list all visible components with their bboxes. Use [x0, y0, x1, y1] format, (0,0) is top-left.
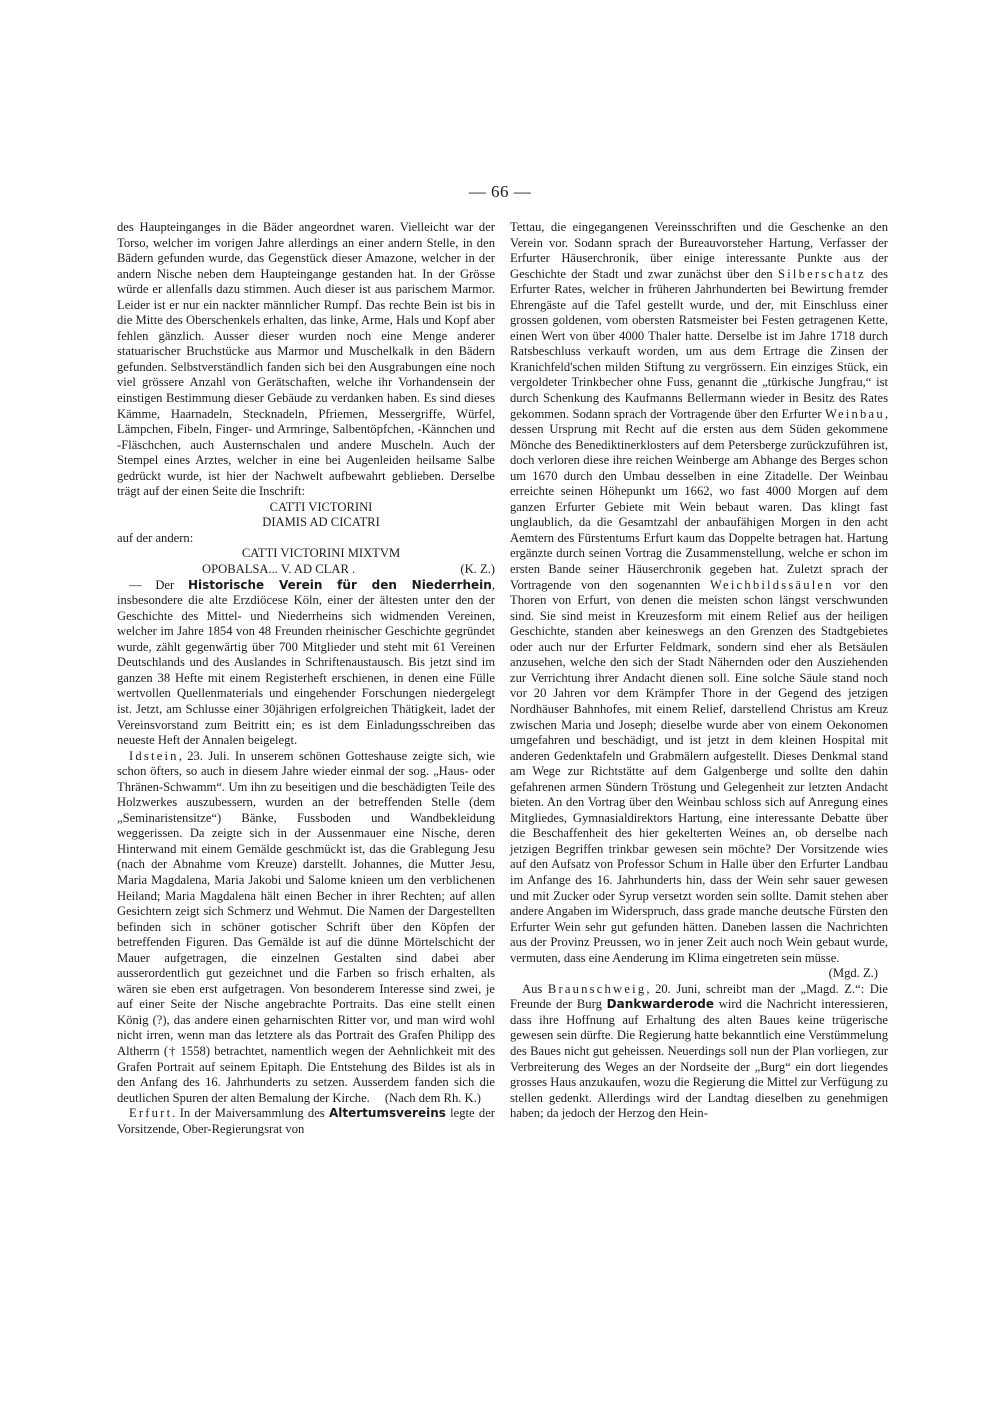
- right-column: [510, 220, 888, 1122]
- inscription-line: CATTI VICTORINI MIXTVM: [241, 546, 401, 561]
- society-name: Altertumsvereins: [328, 1106, 446, 1121]
- page-number: — 66 —: [468, 182, 532, 201]
- paragraph-braunschweig: [510, 982, 888, 1122]
- emphasized-term: Weichbildssäulen: [709, 577, 834, 592]
- inscription-line: OPOBALSA... V. AD CLAR .: [202, 562, 356, 577]
- castle-name: Dankwarderode: [606, 997, 714, 1012]
- paragraph-text: . In der Maiversammlung des: [172, 1106, 329, 1121]
- paragraph-idstein: [117, 749, 495, 1107]
- source-citation: (K. Z.): [460, 562, 495, 577]
- paragraph-torso: des Haupteinganges in die Bäder angeordnet waren. Vielleicht war der Torso, welcher im vorigen Jahre allerdings an einer andern Stelle, in den Bädern gefunden wurde, das Gegenstück dieser Amazone, welcher in der andern Nische neben dem Haupteingange gestanden hat. In der Grösse würde er allenfalls dazu stimmen. Auch dieser ist aus parischem Marmor. Leider ist er nur ein nackter männlicher Rumpf. Das rechte Bein ist bis in die Mitte des Oberschenkels erhalten, das linke, Arme, Hals und Kopf aber fehlen gänzlich. Ausser dieser wurden noch eine Menge anderer statuarischer Bruchstücke aus Marmor und Muschelkalk in den Bädern gefunden. Selbstverständlich fanden sich bei den Ausgrabungen eine noch viel grössere Anzahl von Gerätschaften, welche ihr Vorhandensein der einstigen Bestimmung dieser Gebäude zu verdanken haben. Es sind dieses Kämme, Haarnadeln, Stecknadeln, Pfriemen, Messergriffe, Würfel, Lämpchen, Fibeln, Finger- und Armringe, Salbentöpfchen, -Kännchen und -Fläschchen, auch Austernschalen und andere Muscheln. Auch der Stempel eines Arztes, welcher in eine bei Augenleiden heilsame Salbe gedrückt wurde, ist hier der Nachwelt aufbewahrt geblieben. Derselbe trägt auf der einen Seite die Inschrift:: [117, 220, 495, 499]
- paragraph-historischer-verein: [117, 578, 495, 749]
- paragraph-text: , 20. Juni, schreibt man der „Magd. Z.“: Die Freunde der Burg: [510, 981, 888, 1012]
- paragraph-text: legte der Vorsitzende, Ober-Regierungsrat von: [117, 1106, 495, 1136]
- paragraph-erfurt: [117, 1106, 495, 1137]
- society-name: Historische Verein für den Niederrhein: [187, 577, 492, 592]
- left-column: [117, 220, 495, 1137]
- paragraph-other-side: auf der andern:: [117, 530, 194, 545]
- paragraph-text: Aus: [522, 981, 548, 996]
- paragraph-text: , 23. Juli. In unserem schönen Gotteshause zeigte sich, wie schon öfters, so auch in diesem Jahre wieder einmal der sog. „Haus- oder Thränen-Schwamm“. Um ihn zu beseitigen und die beschädigten Teile des Holzwerkes auszubessern, wurden an der betreffenden Stelle (dem „Seminaristensitze“) Bänke, Fussboden und Wandbekleidung weggerissen. Da zeigte sich in der Aussenmauer eine Nische, deren Hinterwand mit einem Gemälde geschmückt ist, das die Grablegung Jesu (nach der Abnahme vom Kreuze) darstellt. Johannes, die Mutter Jesu, Maria Magdalena, Maria Jakobi und Salome knieen um den verblichenen Heiland; Maria Magdalena hält einen Becher in ihrer Rechten; auf allen Gesichtern zeigt sich Schmerz und Wehmut. Die Namen der Dargestellten befinden sich in schöner gotischer Schrift über den Köpfen der betreffenden Figuren. Das Gemälde ist auf die dünne Mörtelschicht der Mauer aufgetragen, die einzelnen Gestalten sind dabei aber ausserordentlich gut gezeichnet und die Farben so frisch erhalten, als wären sie eben erst aufgetragen. Von besonderem Interesse sind zwei, je auf einer Seite der Nische angebrachte Portraits. Das eine stellt einen König (?), das andere einen geharnischten Ritter vor, und man wird wohl nicht irren, wenn man das letztere als das Portrait des Grafen Philipp des Altherrn († 1558) betrachtet, namentlich wegen der Aehnlichkeit mit des Grafen Portrait auf seinem Epitaph. Die Entstehung des Bildes ist als in den Anfang des 16. Jahrhunderts zu setzen. Ausserdem fanden sich die deutlichen Spuren der alten Bemalung der Kirche.: [117, 748, 495, 1105]
- place-name: Braunschweig: [547, 981, 647, 996]
- source-citation: (Mgd. Z.): [828, 966, 878, 981]
- paragraph-text: vor den Thoren von Erfurt, von denen die meisten schon längst verschwunden sind. Sie sind meist in Kreuzesform mit einem Relief aus der heiligen Geschichte, standen aber keineswegs an den Grenzen des Stadtgebietes oder auch nur der Erfurter Feldmark, sondern sind eher als Betsäulen anzusehen, welche den sich der Stadt Nähernden oder den Ausziehenden zur Verrichtung ihrer Andacht dienen soll. Eine solche Säule stand noch vor 20 Jahren vor dem Krämpfer Thore in der Gegend des jetzigen Nordhäuser Bahnhofes, mit einem Relief, darstellend Christus am Kreuz zwischen Maria und Joseph; dieselbe wurde aber von einem Oekonomen umgefahren und beschädigt, und ist jetzt in dem kleinen Hospital mit anderen Gedenktafeln und Grabmälern aufgestellt. Dieses Denkmal stand am Wege zur Richtstätte auf dem Galgenberge und sollte den dahin gefahrenen armen Sündern Tröstung und Gelegenheit zur letzten Andacht bieten. An den Vortrag über den Weinbau schloss sich auf Anregung eines Mitgliedes, Gymnasialdirektors Hartung, eine interessante Debatte über die Beschaffenheit des hier gekelterten Weines an, ob derselbe nach jetzigen Begriffen trinkbar gewesen sein möchte? Der Vorsitzende wies auf den Aufsatz von Professor Schum in Halle über den Erfurter Landbau im Anfange des 16. Jahrhunderts hin, dass der Wein sehr sauer gewesen und mit Zucker oder Syrup versetzt worden sein sollte. Damit stehen aber andere Angaben im Widerspruch, dass grade manche deutsche Fürsten den Erfurter Wein sehr gut gefunden hätten. Daneben lassen die Nachrichten aus der Provinz Preussen, wo in jener Zeit auch noch Wein gebaut wurde, vermuten, dass eine Aenderung im Klima eingetreten sein müsse.: [510, 577, 888, 965]
- paragraph-text: , insbesondere die alte Erzdiöcese Köln, einer der ältesten unter den der Geschichte des Mittel- und Niederrheins sich widmenden Vereinen, welcher im Jahre 1854 von 48 Freunden rheinischer Geschichte gegründet wurde, zählt gegenwärtig über 700 Mitglieder und steht mit 61 Vereinen Deutschlands und des Auslandes in Schriftenaustausch. Bis jetzt sind im ganzen 38 Hefte mit einem Registerheft erschienen, in denen eine Fülle wertvollen Quellenmaterials und eingehender Forschungen niedergelegt ist. Jetzt, am Schlusse einer 30jährigen erfolgreichen Thätigkeit, ladet der Vereinsvorstand zum Beitritt ein; es ist dem Einladungsschreiben das neueste Heft der Annalen beigelegt.: [117, 577, 495, 748]
- emphasized-term: Silberschatz: [778, 266, 866, 281]
- paragraph-text: des Erfurter Rates, welcher in früheren Jahrhunderten bei Bewirtung fremder Ehrengäste auf die Tafel gestellt wurde, und der, mit Einschluss einer grossen goldenen, vom obersten Ratsmeister bei Festen getragenen Kette, einen Wert von über 4000 Thaler hatte. Derselbe ist im Jahre 1718 durch Ratsbeschluss verkauft worden, um aus dem Ertrage die Zinsen der Kranichfeld'schen milden Stiftung zu vergrössern. Ein einziges Stück, ein vergoldeter Trinkbecher ohne Fuss, genannt die „türkische Jungfrau,“ ist durch Schenkung des Kaufmanns Bellermann wieder in Besitz des Rates gekommen. Sodann sprach der Vortragende über den Erfurter: [510, 266, 889, 421]
- paragraph-text: Tettau, die eingegangenen Vereinsschriften und die Geschenke an den Verein vor. Sodann sprach der Bureauvorsteher Hartung, Verfasser der Erfurter Häuserchronik, über einige interessante Punkte aus der Geschichte der Stadt und zwar zunächst über den: [510, 220, 888, 281]
- paragraph-text: wird die Nachricht interessieren, dass ihre Hoffnung auf Erhaltung des alten Baues keine trügerische gewesen sein dürfte. Die Regierung hatte bekanntlich eine Verstümmelung des Baues nicht gut geheissen. Neuerdings soll nun der Plan vorliegen, zur Verbreiterung des Weges an der Nordseite der „Burg“ ein dort liegendes grosses Haus anzukaufen, wozu die Regierung die Mittel zur Verfügung zu stellen gedenkt. Allerdings wird der Landtag dieselben zu genehmigen haben; da jedoch der Herzog den Hein-: [510, 997, 888, 1121]
- inscription-line: CATTI VICTORINI: [269, 499, 373, 514]
- place-name: Erfurt: [129, 1106, 173, 1121]
- inscription-line-with-source: [117, 562, 495, 578]
- source-citation: (Nach dem Rh. K.): [384, 1090, 481, 1105]
- place-name: Idstein: [129, 748, 179, 763]
- paragraph-text: , dessen Ursprung mit Recht auf die ersten aus dem Süden gekommene Mönche des Benediktinerklosters auf dem Petersberge zurückzuführen ist, doch verloren diese ihre reichen Weinberge am Abhange des Berges schon um 1670 durch den Umbau desselben in eine Zitadelle. Der Weinbau erreichte seinen Höhepunkt um 1662, wo fast 4000 Morgen auf dem ganzen Erfurter Gebiete mit Wein bebaut waren. Das klingt fast unglaublich, da die Gesamtzahl der anbaufähigen Morgen in den acht Aemtern des Fürstentums Erfurt kaum das Doppelte betragen hat. Hartung ergänzte durch seinen Vortrag die Zusammenstellung, welche er schon im ersten Bande seiner Häuserchronik gegeben hat. Zuletzt sprach der Vortragende von den sogenannten: [510, 406, 888, 592]
- emphasized-term: Weinbau: [824, 406, 885, 421]
- paragraph-erfurt-continued: [510, 220, 889, 981]
- inscription-line: DIAMIS AD CICATRI: [262, 515, 380, 530]
- dash-lead: — Der: [129, 577, 188, 592]
